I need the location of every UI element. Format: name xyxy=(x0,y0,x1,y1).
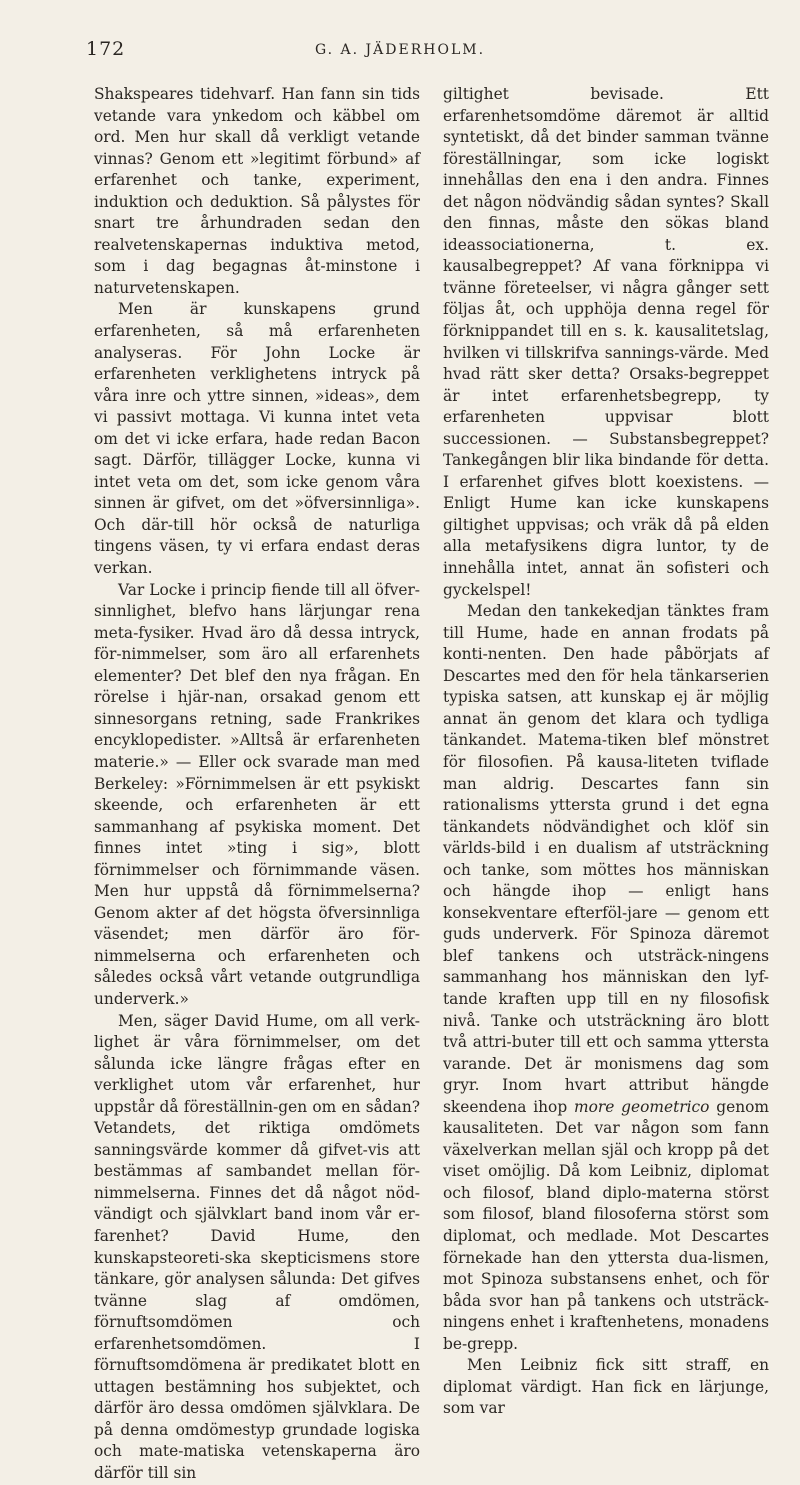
right-column xyxy=(443,84,769,1420)
paragraph xyxy=(443,601,769,1355)
paragraph: Men är kunskapens grund erfarenheten, så må erfarenheten analyseras. För John Locke är erfarenheten verklighetens intryck på våra inre och yttre sinnen, »ideas», dem vi passivt mottaga. Vi kunna intet veta om det vi icke erfara, hade redan Bacon sagt. Därför, tillägger Locke, kunna vi intet veta om det, som icke genom våra sinnen är gifvet, om det »öfversinnliga». Och där-till hör också de naturliga tingens väsen, ty vi erfara endast deras verkan. xyxy=(94,300,420,578)
paragraph: Var Locke i princip fiende till all öfver-sinnlighet, blefvo hans lärjungar rena meta-fysiker. Hvad äro då dessa intryck, för-nimmelser, som äro all erfarenhets elementer? Det blef den nya frågan. En rörelse i hjär-nan, orsakad genom ett sinnesorgans retning, sade Frankrikes encyklopedister. »Alltså är erfarenheten materie.» — Eller ock svarade man med Berkeley: »Förnimmelsen är ett psykiskt skeende, och erfarenheten är ett sammanhang af psykiska moment. Det finnes intet »ting i sig», blott förnimmelser och förnimmande väsen. Men hur uppstå då förnimmelserna? Genom akter af det högsta öfversinnliga väsendet; men därför äro för-nimmelserna och erfarenheten och således också vårt vetande outgrundliga underverk.» xyxy=(94,580,420,1008)
running-head: G. A. JÄDERHOLM. xyxy=(314,42,486,58)
paragraph: giltighet bevisade. Ett erfarenhetsomdöme däremot är alltid syntetiskt, då det binder samman tvänne föreställningar, som icke logiskt innehållas den ena i den andra. Finnes det någon nödvändig sådan syntes? Skall den finnas, måste den sökas bland ideassociationerna, t. ex. kausalbegreppet? Af vana förknippa vi tvänne företeelser, vi några gånger sett följas åt, och upphöja denna regel för förknippandet till en s. k. kausalitetslag, hvilken vi tillskrifva sannings-värde. Med hvad rätt sker detta? Orsaks-begreppet är intet erfarenhetsbegrepp, ty erfarenheten uppvisar blott successionen. — Substansbegreppet? Tankegången blir lika bindande för detta. I erfarenhet gifves blott koexistens. — Enligt Hume kan icke kunskapens giltighet uppvisas; och vräk då på elden alla metafysikens digra luntor, ty de innehålla intet, annat än sofisteri och gyckelspel! xyxy=(443,85,769,599)
page-number: 172 xyxy=(86,38,126,60)
left-column xyxy=(94,84,420,1485)
paragraph-text-continued: genom kausaliteten. Det var någon som fann växelverkan mellan själ och kropp på det viset omöjlig. Då kom Leibniz, diplomat och filosof, bland diplo-materna störst som filosof, bland filosoferna störst som diplomat, och medlade. Mot Descartes förnekade han den yttersta dua-lismen, mot Spinoza substansens enhet, och för båda svor han på tankens och utsträck-ningens enhet i kraftenhetens, monadens be-grepp. xyxy=(443,1097,769,1353)
paragraph-text: Medan den tankekedjan tänktes fram till Hume, hade en annan frodats på konti-nenten. Den hade påbörjats af Descartes med den för hela tänkarserien typiska satsen, att kunskap ej är möjlig annat än genom det klara och tydliga tänkandet. Matema-tiken blef mönstret för filosofien. På kausa-liteten tviflade man aldrig. Descartes fann sin rationalisms yttersta grund i det egna tänkandets nödvändighet och klöf sin världs-bild i en dualism af utsträckning och tanke, som möttes hos människan och hängde ihop — enligt hans konsekventare efterföl-jare — genom ett guds underverk. För Spinoza däremot blef tankens och utsträck-ningens sammanhang hos människan den lyf-tande kraften upp till en ny filosofisk nivå. Tanke och utsträckning äro blott två attri-buter till ett och samma yttersta varande. Det är monismens dag som gryr. Inom hvart attribut hängde skeendena ihop xyxy=(443,602,769,1116)
paragraph: Men Leibniz fick sitt straff, en diplomat värdigt. Han fick en lärjunge, som var xyxy=(443,1356,769,1418)
italic-phrase: more geometrico xyxy=(574,1097,710,1116)
paragraph: Men, säger David Hume, om all verk-lighet är våra förnimmelser, om det sålunda icke längre frågas efter en verklighet utom vår erfarenhet, hur uppstår då föreställnin-gen om en sådan? Vetandets, det riktiga omdömets sanningsvärde kommer då gifvet-vis att bestämmas af sambandet mellan för-nimmelserna. Finnes det då något nöd-vändigt och självklart band inom vår er-farenhet? David Hume, den kunskapsteoreti-ska skepticismens store tänkare, gör analysen sålunda: Det gifves tvänne slag af omdömen, förnuftsomdömen och erfarenhetsomdömen. I förnuftsomdömena är predikatet blott en uttagen bestämning hos subjektet, och därför äro dessa omdömen självklara. De på denna omdömestyp grundade logiska och mate-matiska vetenskaperna äro därför till sin xyxy=(94,1011,420,1482)
page-header xyxy=(0,38,800,62)
paragraph: Shakspeares tidehvarf. Han fann sin tids vetande vara ynkedom och käbbel om ord. Men hur skall då verkligt vetande vinnas? Genom ett »legitimt förbund» af erfarenhet och tanke, experiment, induktion och deduktion. Så pålystes för snart tre århundraden sedan den realvetenskapernas induktiva metod, som i dag begagnas åt-minstone i naturvetenskapen. xyxy=(94,85,420,297)
